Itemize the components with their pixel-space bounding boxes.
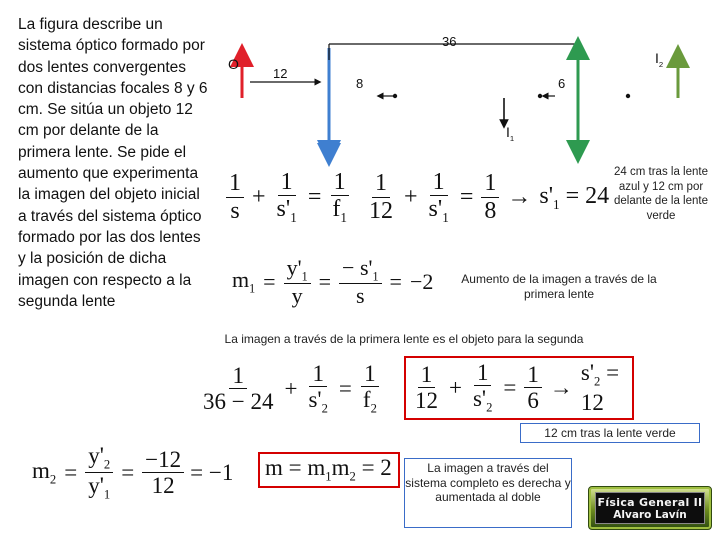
frac-1-s1p: $\frac{1}{s'_1}$ — [276, 169, 297, 225]
label-8: 8 — [356, 76, 364, 91]
m1-symbol: $m_1$ — [232, 267, 256, 296]
label-image-2: $I_2$ — [655, 50, 664, 69]
note-object-for-second-lens: La imagen a través de la primera lente es el objeto para la segunda — [224, 332, 584, 346]
frac-1-s: $\frac{1}{s}$ — [226, 171, 244, 224]
label-image-1: $I_1$ — [506, 124, 515, 143]
label-36: 36 — [442, 34, 457, 49]
note-final-image: La imagen a través del sistema completo es derecha y aumentada al doble — [404, 458, 572, 528]
equation-lens-2: $\frac{1}{36 - 24}$ + $\frac{1}{s'_2}$ = $\frac{1}{f_2}$ — [203, 361, 377, 416]
equation-magnification-2: $m_2$ = $\frac{y'_2}{y'_1}$ = $\frac{-12}{12}$ = −1 — [32, 443, 234, 502]
focal-point-f2b — [626, 94, 630, 98]
course-badge — [588, 486, 712, 530]
note-first-image-position: 24 cm tras la lente azul y 12 cm por delante de la lente verde — [614, 166, 708, 222]
result-s1p: $s'_1 = 24$ — [539, 182, 610, 212]
equation-lens-2-numeric-box: $\frac{1}{12}$ + $\frac{1}{s'_2}$ = $\frac{1}{6}$ → $s'_2 = 12$ — [404, 356, 634, 420]
equation-total-magnification-box: $m = m_1m_2 = 2$ — [258, 452, 400, 488]
equation-magnification-1: $m_1$ = $\frac{y'_1}{y}$ = $\frac{- s'_1}{s}$ = −2 — [232, 255, 434, 309]
equation-lens-1: $\frac{1}{s}$ + $\frac{1}{s'_1}$ = $\frac{1}{f_1}$ — [226, 170, 350, 226]
label-6: 6 — [558, 76, 566, 91]
result-s2p: $s'_2 = 12$ — [580, 360, 620, 415]
badge-author: Alvaro Lavín — [613, 508, 687, 521]
badge-title: Física General II — [597, 495, 703, 509]
equation-lens-1-numeric: $\frac{1}{12}$ + $\frac{1}{s'_1}$ = $\frac{1}{8}$ → $s'_1 = 24$ — [369, 169, 610, 225]
focal-point-f2 — [538, 94, 542, 98]
note-second-image-position: 12 cm tras la lente verde — [520, 423, 700, 443]
frac-1-f1: $\frac{1}{f_1}$ — [332, 169, 347, 225]
label-12: 12 — [273, 66, 288, 81]
note-first-magnification: Aumento de la imagen a través de la primera lente — [461, 272, 657, 301]
label-object: O — [228, 56, 239, 72]
problem-statement: La figura describe un sistema óptico formado por dos lentes convergentes con distancias focales 8 y 6 cm. Se sitúa un objeto 12 cm por delante de la primera lente. Se pide el aumento que experimenta la imagen del objeto inicial a través del sistema óptico formado por las dos lentes y la posición de dicha imagen con respecto a la segunda lente — [18, 16, 208, 310]
